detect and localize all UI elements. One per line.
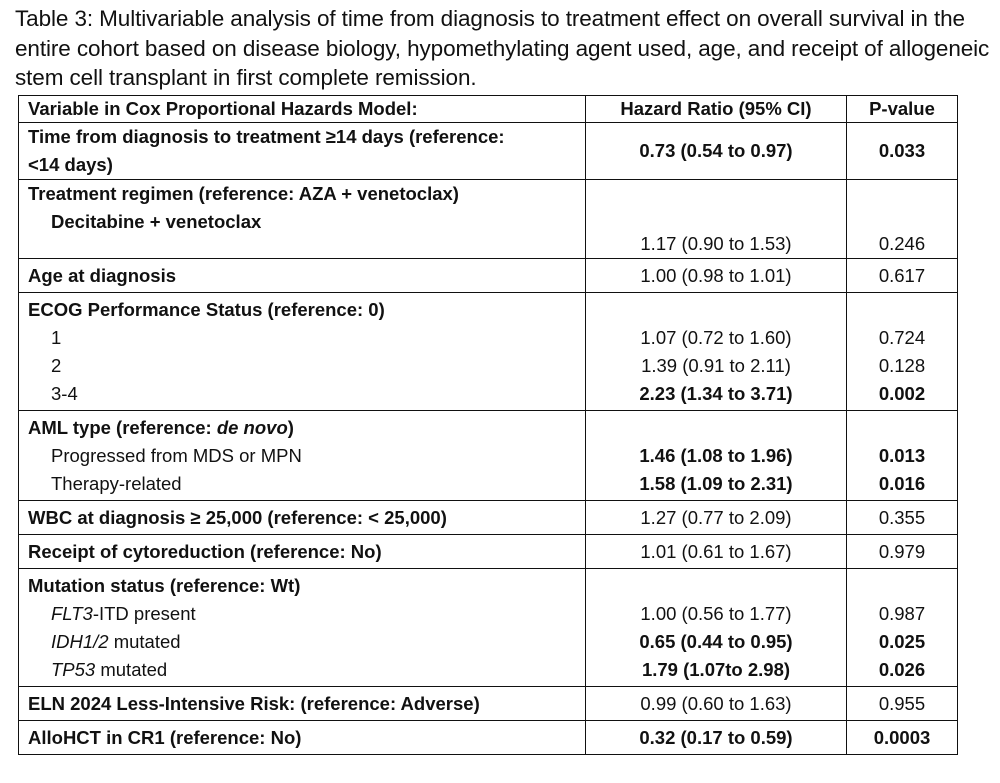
row-label: Treatment regimen (reference: AZA + venetoclax) Decitabine + venetoclax	[19, 180, 586, 259]
row-p-value: 0.355	[847, 501, 958, 535]
aml-type-label: AML type (reference: de novo)	[28, 417, 294, 438]
row-label: Age at diagnosis	[19, 259, 586, 293]
row-hazard-ratio: 1.00 (0.98 to 1.01)	[586, 259, 847, 293]
row-hazard-ratio: 0.73 (0.54 to 0.97)	[586, 123, 847, 180]
row-label: Mutation status (reference: Wt) FLT3-ITD present IDH1/2 mutated TP53 mutated	[19, 569, 586, 687]
row-hazard-ratio: 1.27 (0.77 to 2.09)	[586, 501, 847, 535]
hazards-table	[18, 95, 958, 755]
row-p-value: 0.033	[847, 123, 958, 180]
table-row	[19, 259, 958, 293]
table-row	[19, 123, 958, 180]
row-p-value: 0.246	[847, 180, 958, 259]
row-p-value: 0.013 0.016	[847, 411, 958, 501]
row-hazard-ratio: 0.32 (0.17 to 0.59)	[586, 721, 847, 755]
table-row	[19, 535, 958, 569]
header-p-value: P-value	[847, 96, 958, 123]
table-row	[19, 180, 958, 259]
table-row	[19, 501, 958, 535]
row-label: AlloHCT in CR1 (reference: No)	[19, 721, 586, 755]
row-p-value: 0.955	[847, 687, 958, 721]
row-label: ECOG Performance Status (reference: 0) 1 2 3-4	[19, 293, 586, 411]
row-p-value: 0.987 0.025 0.026	[847, 569, 958, 687]
row-hazard-ratio: 1.01 (0.61 to 1.67)	[586, 535, 847, 569]
table-row	[19, 721, 958, 755]
row-hazard-ratio: 1.07 (0.72 to 1.60) 1.39 (0.91 to 2.11) 2.23 (1.34 to 3.71)	[586, 293, 847, 411]
row-label: ELN 2024 Less-Intensive Risk: (reference: Adverse)	[19, 687, 586, 721]
row-label: Receipt of cytoreduction (reference: No)	[19, 535, 586, 569]
row-hazard-ratio: 1.00 (0.56 to 1.77) 0.65 (0.44 to 0.95) 1.79 (1.07to 2.98)	[586, 569, 847, 687]
row-hazard-ratio: 0.99 (0.60 to 1.63)	[586, 687, 847, 721]
row-p-value: 0.724 0.128 0.002	[847, 293, 958, 411]
table-row	[19, 293, 958, 411]
table-row	[19, 687, 958, 721]
row-label: Time from diagnosis to treatment ≥14 days (reference: <14 days)	[19, 123, 586, 180]
header-hazard-ratio: Hazard Ratio (95% CI)	[586, 96, 847, 123]
table-caption: Table 3: Multivariable analysis of time from diagnosis to treatment effect on overall survival in the entire cohort based on disease biology, hypomethylating agent used, age, and receipt of allogeneic stem cell transplant in first complete remission.	[15, 6, 990, 90]
row-label: WBC at diagnosis ≥ 25,000 (reference: < 25,000)	[19, 501, 586, 535]
table-row	[19, 411, 958, 501]
row-p-value: 0.979	[847, 535, 958, 569]
row-label: AML type (reference: de novo) Progressed from MDS or MPN Therapy-related	[19, 411, 586, 501]
row-hazard-ratio: 1.46 (1.08 to 1.96) 1.58 (1.09 to 2.31)	[586, 411, 847, 501]
header-variable: Variable in Cox Proportional Hazards Model:	[19, 96, 586, 123]
row-p-value: 0.617	[847, 259, 958, 293]
row-p-value: 0.0003	[847, 721, 958, 755]
row-hazard-ratio: 1.17 (0.90 to 1.53)	[586, 180, 847, 259]
table-row	[19, 569, 958, 687]
table-header-row	[19, 96, 958, 123]
